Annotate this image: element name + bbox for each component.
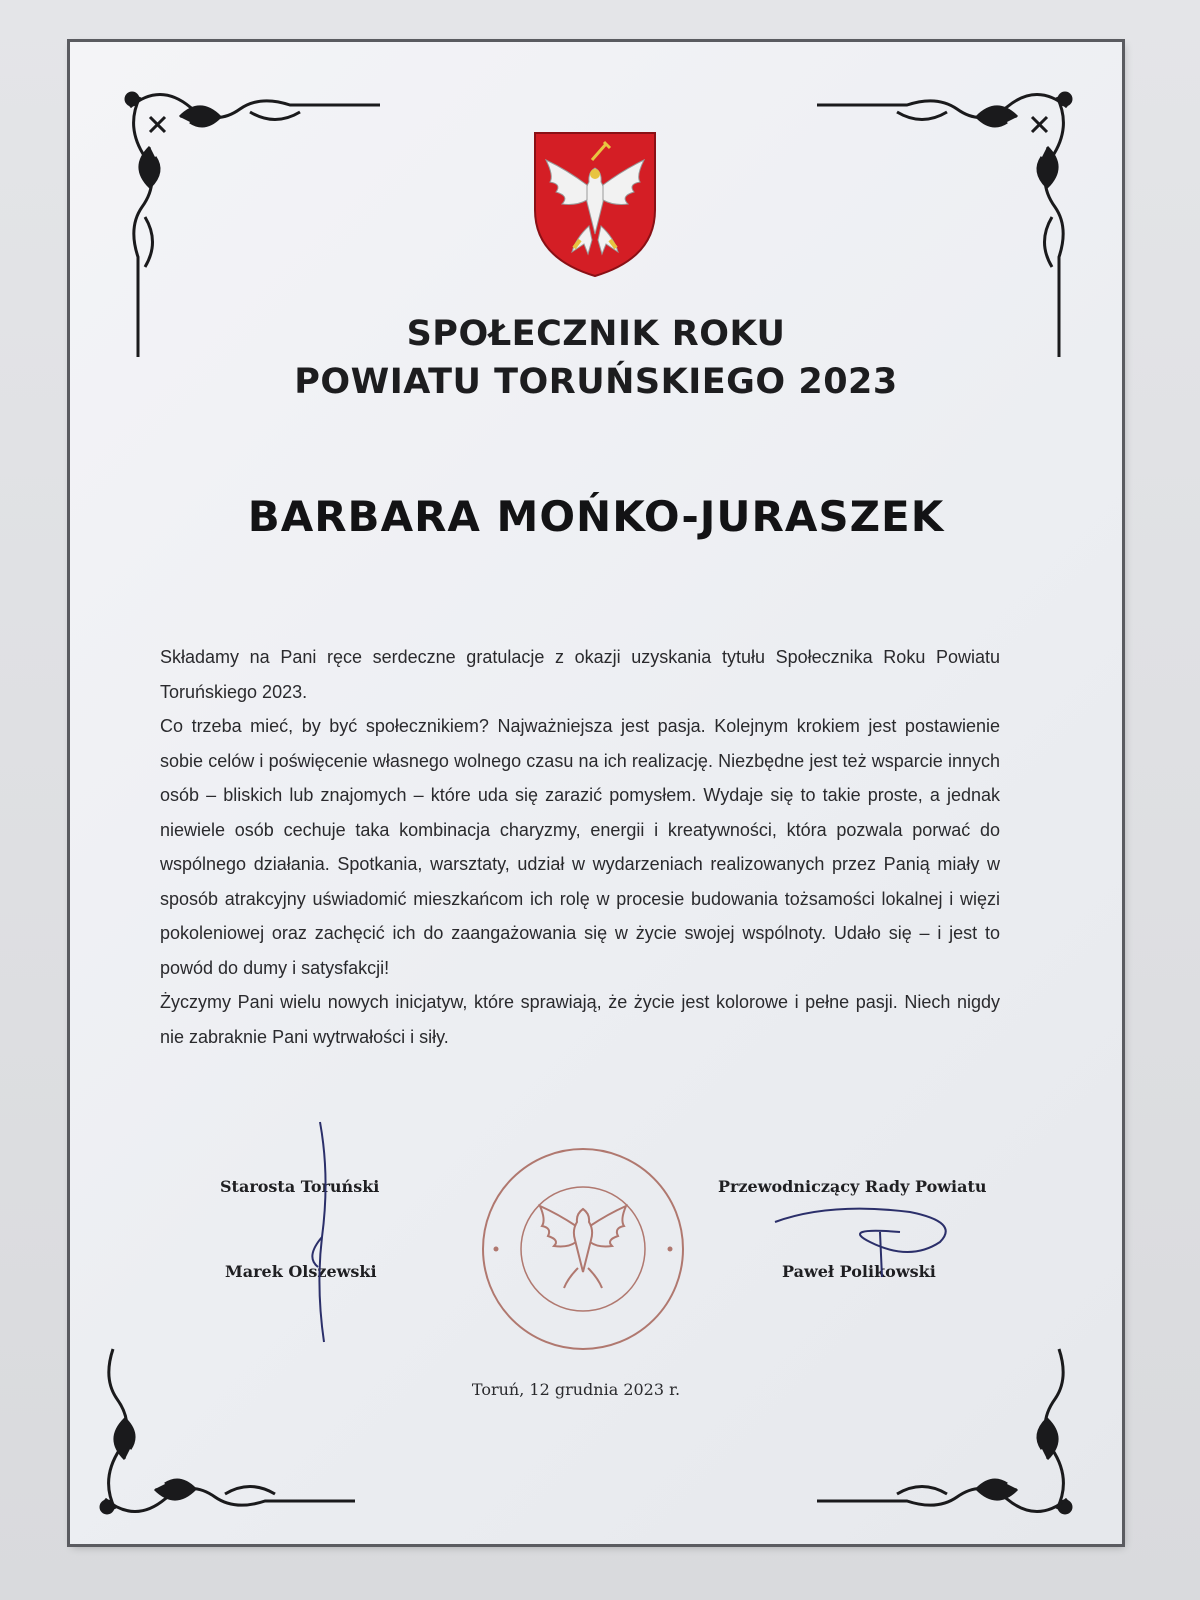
signatory-left-role: Starosta Toruński — [220, 1177, 380, 1196]
recipient-name: BARBARA MOŃKO-JURASZEK — [247, 492, 945, 541]
signatory-left-name: Marek Olszewski — [225, 1262, 377, 1281]
certificate-title-line1: SPOŁECZNIK ROKU — [406, 314, 786, 354]
signatory-right-role: Przewodniczący Rady Powiatu — [718, 1177, 987, 1196]
signatory-right-name: Paweł Polikowski — [782, 1262, 936, 1281]
paragraph: Co trzeba mieć, by być społecznikiem? Najważniejsza jest pasja. Kolejnym krokiem jest postawienie sobie celów i poświęcenie własnego wolnego czasu na ich realizację. Niezbędne jest też wsparcie innych osób – bliskich lub znajomych – które uda się zarazić pomysłem. Wydaje się to takie proste, a jednak niewiele osób cechuje taka kombinacja charyzmy, energii i kreatywności, która pozwala porwać do wspólnego działania. Spotkania, warsztaty, udział w wydarzeniach realizowanych przez Panią miały w sposób atrakcyjny uświadomić mieszkańcom ich rolę w procesie budowania tożsamości lokalnej i więzi pokoleniowej oraz zachęcić ich do zaangażowania się w życie swojej wspólnoty. Udało się – i jest to powód do dumy i satysfakcji! — [160, 716, 1000, 978]
certificate-page — [70, 42, 1122, 1544]
seal-stamp-icon — [478, 1144, 688, 1354]
paragraph: Życzymy Pani wielu nowych inicjatyw, które sprawiają, że życie jest kolorowe i pełne pasji. Niech nigdy nie zabraknie Pani wytrwałości i siły. — [160, 992, 1000, 1047]
date-place: Toruń, 12 grudnia 2023 r. — [471, 1380, 681, 1399]
body-text — [160, 640, 1000, 1054]
paragraph: Składamy na Pani ręce serdeczne gratulacje z okazji uzyskania tytułu Społecznika Roku Powiatu Toruńskiego 2023. — [160, 647, 1000, 702]
certificate-title-line2: POWIATU TORUŃSKIEGO 2023 — [294, 362, 898, 402]
coat-of-arms-icon — [532, 130, 658, 278]
